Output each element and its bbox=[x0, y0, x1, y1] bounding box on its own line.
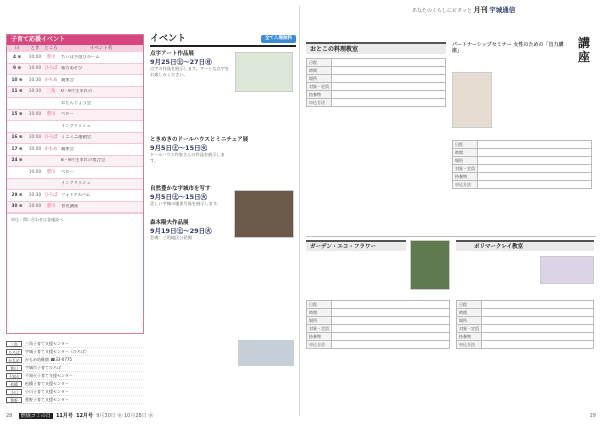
kids-event-time: 10:00 bbox=[28, 146, 42, 152]
kids-event-row bbox=[7, 190, 143, 202]
kids-event-name: イングリッシュ bbox=[61, 123, 91, 129]
schedule-label: 時間 bbox=[453, 149, 478, 157]
place-entry bbox=[6, 340, 144, 348]
kids-event-name: ちぃぽ手遊びルーム bbox=[61, 54, 100, 60]
kids-event-place: 豊川 bbox=[46, 54, 56, 60]
schedule-label: 時間 bbox=[457, 309, 482, 317]
kids-event-row bbox=[7, 64, 143, 76]
left-footer bbox=[6, 411, 294, 421]
schedule-label: 場所 bbox=[457, 317, 482, 325]
schedule-value bbox=[478, 149, 592, 157]
header-title: 宇城通信 bbox=[489, 6, 516, 14]
kids-event-time: 10:30 bbox=[28, 192, 42, 198]
header-issue: 月刊 bbox=[473, 6, 488, 14]
schedule-value bbox=[332, 91, 446, 99]
kids-event-row bbox=[7, 167, 143, 179]
schedule-label: 場所 bbox=[307, 317, 332, 325]
lecture-heading: 講座 bbox=[577, 36, 590, 64]
place-tag: 小川 bbox=[6, 389, 22, 395]
event-block bbox=[150, 137, 296, 163]
kids-event-name: 親体会 bbox=[61, 77, 74, 83]
schedule-row bbox=[453, 181, 592, 189]
schedule-value bbox=[332, 309, 450, 317]
partnership-seminar-title: パートナーシップセミナー 女性のための「自力講座」 bbox=[452, 42, 564, 55]
right-page-number: 29 bbox=[589, 413, 596, 419]
seminar-schedule bbox=[452, 140, 592, 189]
schedule-row bbox=[307, 301, 450, 309]
schedule-label: 場所 bbox=[307, 75, 332, 83]
schedule-label: 申込方法 bbox=[307, 99, 332, 107]
kids-events-table bbox=[6, 34, 144, 334]
kids-event-time: 10:00 bbox=[28, 135, 42, 141]
schedule-row bbox=[453, 149, 592, 157]
schedule-value bbox=[332, 99, 446, 107]
schedule-value bbox=[482, 333, 594, 341]
event-text: 会場：三角地区公民館 bbox=[150, 235, 192, 241]
kids-event-row bbox=[7, 121, 143, 133]
schedule-value bbox=[332, 67, 446, 75]
kids-event-time: 10:30 bbox=[28, 89, 42, 95]
kids-event-day: 9 ⊗ bbox=[12, 66, 22, 72]
kids-event-day: 4 ⊗ bbox=[12, 54, 22, 60]
schedule-row bbox=[457, 333, 594, 341]
place-text: 松橋子育て支援センター bbox=[25, 381, 69, 386]
kids-event-place: かもめ bbox=[44, 77, 58, 83]
schedule-value bbox=[478, 157, 592, 165]
place-text: かもめ幼稚園 ☎33-0775 bbox=[25, 357, 72, 362]
schedule-label: 申込方法 bbox=[457, 341, 482, 349]
schedule-value bbox=[332, 325, 450, 333]
schedule-row bbox=[307, 341, 450, 349]
kids-event-row bbox=[7, 144, 143, 156]
place-entry bbox=[6, 380, 144, 388]
schedule-row bbox=[453, 157, 592, 165]
landscape-photo bbox=[238, 340, 294, 366]
event-date: 9月5日㊏～15日㊋ bbox=[150, 144, 208, 153]
page-fold bbox=[299, 6, 300, 416]
kids-event-name: ベビー bbox=[61, 112, 74, 118]
kids-event-day: 16 ⊗ bbox=[11, 135, 23, 141]
kids-event-row bbox=[7, 87, 143, 99]
kids-event-time: 10:00 bbox=[28, 169, 42, 175]
event-title: 自然豊かな宇城市を写す bbox=[150, 185, 211, 192]
polymer-photo bbox=[540, 256, 594, 284]
kids-table-body bbox=[7, 52, 143, 213]
kids-event-place: 豊川 bbox=[46, 169, 56, 175]
schedule-value bbox=[482, 309, 594, 317]
schedule-value bbox=[332, 341, 450, 349]
schedule-label: 申込方法 bbox=[453, 181, 478, 189]
kids-event-time: 10:00 bbox=[28, 66, 42, 72]
schedule-row bbox=[457, 325, 594, 333]
schedule-label: 持参物 bbox=[307, 333, 332, 341]
place-tag: 松橋 bbox=[6, 381, 22, 387]
schedule-row bbox=[307, 59, 446, 67]
schedule-row bbox=[307, 309, 450, 317]
event-date: 9月19日㊏～29日㊋ bbox=[150, 227, 212, 236]
polymer-schedule bbox=[456, 300, 594, 349]
kids-event-row bbox=[7, 98, 143, 110]
cooking-class-title: おとこの料理教室 bbox=[310, 46, 359, 53]
kids-event-row bbox=[7, 110, 143, 122]
schedule-label: 時間 bbox=[307, 309, 332, 317]
kids-event-place: ひろば bbox=[44, 66, 58, 72]
page-header bbox=[412, 6, 597, 20]
place-tag: 三角 bbox=[6, 341, 22, 347]
kids-event-place: ひろば bbox=[44, 192, 58, 198]
kids-note: 申込・問い合わせは各施設へ bbox=[7, 213, 143, 225]
schedule-row bbox=[307, 75, 446, 83]
dollhouse-photo bbox=[234, 190, 294, 238]
schedule-row bbox=[307, 91, 446, 99]
flower-photo bbox=[410, 240, 450, 290]
place-text: 三角子育て支援センター bbox=[25, 341, 69, 346]
place-entry bbox=[6, 356, 144, 364]
schedule-value bbox=[332, 83, 446, 91]
kids-event-day: 15 ⊗ bbox=[11, 112, 23, 118]
place-entry bbox=[6, 396, 144, 404]
braille-art-photo bbox=[235, 52, 293, 92]
schedule-row bbox=[453, 165, 592, 173]
place-text: 宇城市子育てひろば bbox=[25, 365, 61, 370]
kids-event-place: 三角 bbox=[46, 89, 56, 95]
schedule-row bbox=[307, 67, 446, 75]
kids-event-name: ベビー bbox=[61, 169, 74, 175]
event-text: ドールハウス作家さんの作品を展示します。 bbox=[150, 152, 225, 164]
place-entry bbox=[6, 348, 144, 356]
kids-events-title: 子育て応援イベント bbox=[7, 35, 143, 45]
place-text: 宇城子育て支援センター（ひろば） bbox=[25, 349, 89, 354]
place-legend bbox=[6, 340, 144, 404]
section-divider bbox=[306, 236, 596, 237]
kids-event-day: 29 ⊗ bbox=[11, 192, 23, 198]
polymer-class-header bbox=[456, 240, 594, 251]
place-tag: 豊野 bbox=[6, 397, 22, 403]
kids-event-name: 8・9月生まれの集合会 bbox=[61, 158, 106, 164]
schedule-value bbox=[332, 59, 446, 67]
kids-event-row bbox=[7, 52, 143, 64]
schedule-label: 日程 bbox=[307, 301, 332, 309]
col-event: イベント名 bbox=[89, 46, 113, 51]
event-text: 点字の作品を展示します。アートな点字をお楽しみください。 bbox=[150, 66, 230, 77]
place-text: 不知火子育て支援センター bbox=[25, 373, 73, 378]
place-entry bbox=[6, 388, 144, 396]
event-heading bbox=[150, 34, 296, 47]
col-time: とき bbox=[30, 46, 40, 51]
schedule-row bbox=[457, 301, 594, 309]
kids-event-row bbox=[7, 156, 143, 168]
kids-event-time: 10:00 bbox=[28, 204, 42, 210]
schedule-row bbox=[307, 83, 446, 91]
schedule-value bbox=[482, 317, 594, 325]
schedule-label: 場所 bbox=[453, 157, 478, 165]
cooking-class-header bbox=[306, 42, 446, 54]
footer-nov: 11月号 bbox=[55, 413, 73, 419]
col-day: 日 bbox=[14, 46, 20, 51]
place-text: 小川子育て支援センター bbox=[25, 389, 69, 394]
schedule-value bbox=[482, 325, 594, 333]
kids-event-place: 豊川 bbox=[46, 112, 56, 118]
schedule-value bbox=[332, 333, 450, 341]
schedule-label: 日程 bbox=[453, 141, 478, 149]
schedule-row bbox=[307, 333, 450, 341]
kids-table-header bbox=[7, 45, 143, 52]
place-tag: 不知火 bbox=[6, 373, 22, 379]
schedule-row bbox=[457, 341, 594, 349]
kids-event-name: ミニミニ運動会 bbox=[61, 135, 92, 141]
kids-event-row bbox=[7, 133, 143, 145]
garden-class-header bbox=[306, 240, 406, 251]
free-admission-badge: 全て入場無料 bbox=[261, 35, 296, 43]
schedule-value bbox=[332, 301, 450, 309]
event-title: ときめきのドールハウスとミニチュア展 bbox=[150, 137, 249, 144]
place-tag: 豊川 bbox=[6, 365, 22, 371]
polymer-class-title: ポリマークレイ教室 bbox=[474, 244, 524, 250]
kids-event-row bbox=[7, 179, 143, 191]
event-date: 9月5日㊏～15日㊋ bbox=[150, 192, 208, 201]
kids-event-row bbox=[7, 202, 143, 214]
footer-dec: 12月号 bbox=[76, 413, 94, 419]
schedule-label: 持参物 bbox=[453, 173, 478, 181]
kids-event-place: 豊川 bbox=[46, 204, 56, 210]
kids-event-time: 10:00 bbox=[28, 112, 42, 118]
schedule-label: 時間 bbox=[307, 67, 332, 75]
schedule-value bbox=[478, 141, 592, 149]
col-place: ところ bbox=[44, 46, 58, 51]
schedule-value bbox=[478, 173, 592, 181]
kids-event-place: かもめ bbox=[44, 146, 58, 152]
schedule-label: 日程 bbox=[457, 301, 482, 309]
kids-event-name: 親体会 bbox=[61, 146, 74, 152]
event-text: 美しい宇城の風景写真を展示します。 bbox=[150, 200, 221, 206]
right-footer bbox=[580, 411, 596, 421]
garden-schedule bbox=[306, 300, 450, 349]
place-text: 豊野子育て支援センター bbox=[25, 397, 69, 402]
schedule-value bbox=[332, 317, 450, 325]
schedule-label: 申込方法 bbox=[307, 341, 332, 349]
kids-event-time: 10:30 bbox=[28, 77, 42, 83]
place-tag: かもめ bbox=[6, 357, 22, 363]
kids-event-time: 10:00 bbox=[28, 54, 42, 60]
footer-trail: 9月30日 ㊌ 10月28日 ㊌ bbox=[96, 413, 154, 419]
header-subtitle: あなたのくらしにピタッと bbox=[412, 8, 473, 14]
cooking-schedule bbox=[306, 58, 446, 107]
schedule-row bbox=[457, 309, 594, 317]
kids-event-name: イングリッシュ bbox=[61, 181, 91, 187]
schedule-label: 対象・定員 bbox=[457, 325, 482, 333]
schedule-row bbox=[307, 325, 450, 333]
kids-event-name: 育児講座 bbox=[61, 204, 79, 210]
schedule-value bbox=[482, 301, 594, 309]
kids-event-day: 24 ⊗ bbox=[11, 158, 23, 164]
schedule-row bbox=[307, 317, 450, 325]
schedule-value bbox=[332, 75, 446, 83]
schedule-value bbox=[482, 341, 594, 349]
kids-event-day: 11 ⊗ bbox=[11, 89, 23, 95]
schedule-row bbox=[453, 173, 592, 181]
schedule-value bbox=[478, 181, 592, 189]
kids-event-name: フォトアルバム bbox=[61, 192, 91, 198]
kids-event-place: ひろば bbox=[44, 135, 58, 141]
event-heading-text: イベント bbox=[150, 34, 187, 44]
footer-label: 燃焼ゴミの日 bbox=[20, 413, 51, 419]
schedule-label: 対象・定員 bbox=[307, 325, 332, 333]
kids-event-day: 30 ⊗ bbox=[11, 204, 23, 210]
schedule-row bbox=[307, 99, 446, 107]
event-date: 9月25日㊏～27日㊊ bbox=[150, 57, 212, 66]
schedule-label: 日程 bbox=[307, 59, 332, 67]
schedule-label: 対象・定員 bbox=[453, 165, 478, 173]
schedule-label: 持参物 bbox=[457, 333, 482, 341]
kids-event-row bbox=[7, 75, 143, 87]
left-page-number: 28 bbox=[6, 413, 13, 419]
kids-event-name: 0・9月生まれの bbox=[61, 89, 93, 95]
kids-event-name: おたんじょう会 bbox=[61, 100, 92, 106]
schedule-label: 対象・定員 bbox=[307, 83, 332, 91]
schedule-value bbox=[478, 165, 592, 173]
garden-class-title: ガーデン・エコ・フラワー bbox=[310, 244, 376, 250]
kids-event-day: 10 ⊗ bbox=[11, 77, 23, 83]
seminar-photo bbox=[452, 72, 492, 128]
event-title: 森本陽夫作品展 bbox=[150, 220, 189, 227]
kids-event-name: 報告あそび bbox=[61, 66, 83, 72]
schedule-row bbox=[457, 317, 594, 325]
place-entry bbox=[6, 364, 144, 372]
kids-event-day: 17 ⊗ bbox=[11, 146, 23, 152]
place-tag: ひろば bbox=[6, 349, 22, 355]
event-title: 点字アート作品展 bbox=[150, 51, 194, 57]
schedule-row bbox=[453, 141, 592, 149]
place-entry bbox=[6, 372, 144, 380]
schedule-label: 持参物 bbox=[307, 91, 332, 99]
